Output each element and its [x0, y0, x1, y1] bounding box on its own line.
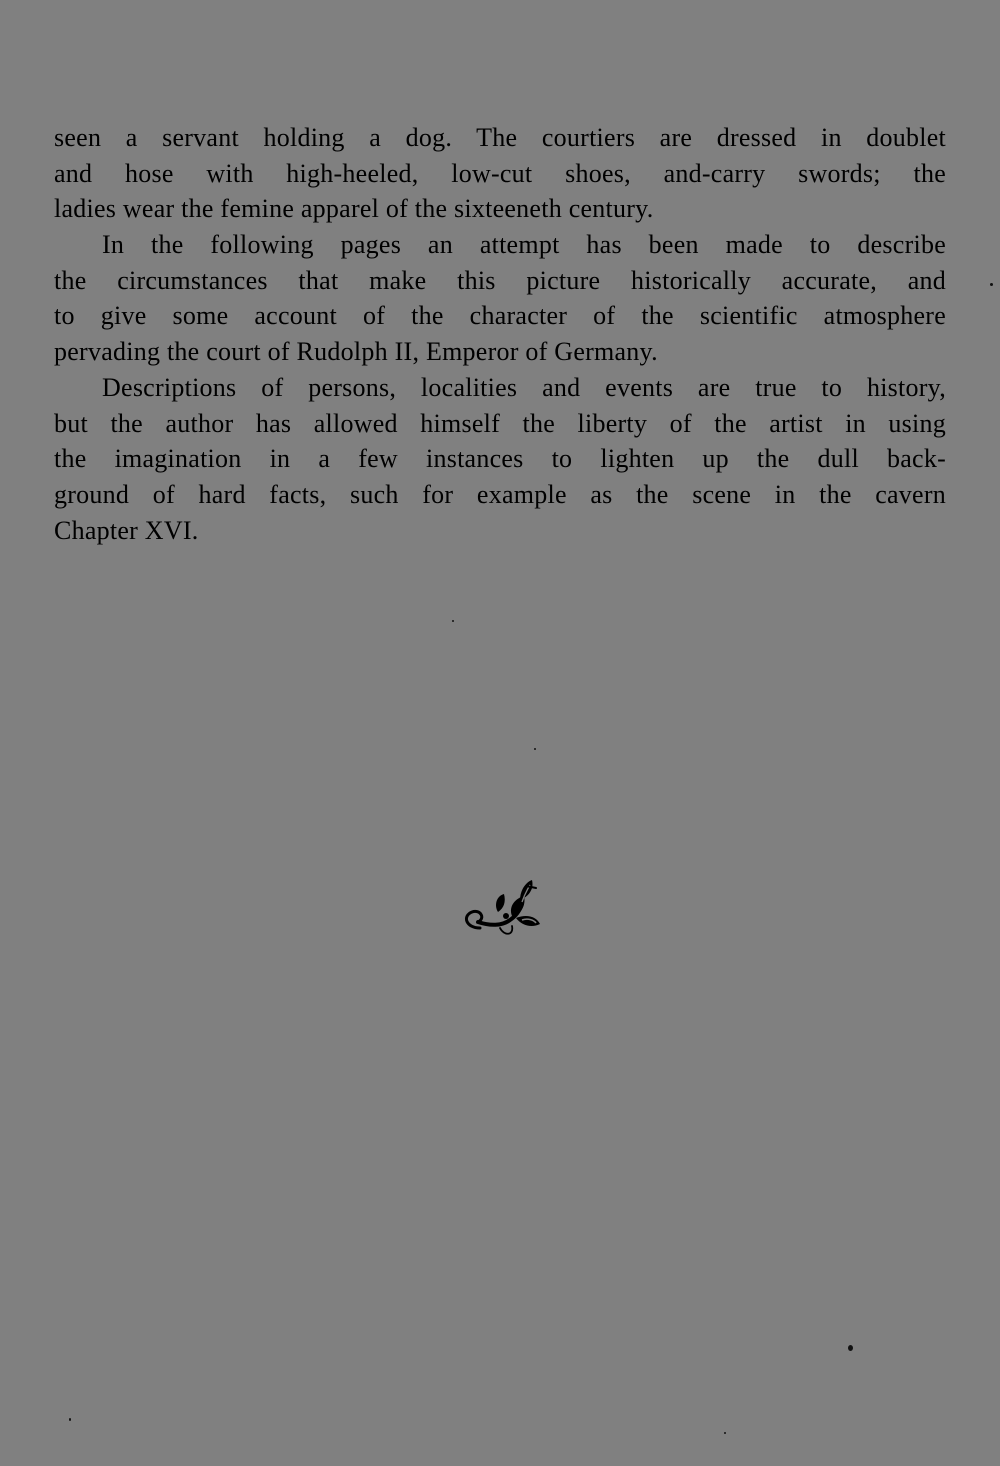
body-text	[54, 120, 946, 548]
paragraph-1	[54, 120, 946, 227]
text-line: ground of hard facts, such for example as the scene in the cavern	[54, 479, 946, 509]
print-speck	[848, 1345, 853, 1351]
print-speck	[69, 1418, 71, 1421]
paragraph-2	[54, 227, 946, 370]
text-line: In the following pages an attempt has been made to describe	[102, 230, 946, 260]
text-line: pervading the court of Rudolph II, Emperor of Germany.	[54, 337, 658, 367]
print-speck	[724, 1432, 726, 1434]
text-line: Descriptions of persons, localities and events are true to history,	[102, 372, 946, 402]
print-speck	[452, 620, 454, 622]
text-line: the imagination in a few instances to lighten up the dull back-	[54, 444, 946, 474]
text-line: seen a servant holding a dog. The courtiers are dressed in doublet	[54, 123, 946, 152]
print-speck	[534, 748, 536, 750]
text-line: the circumstances that make this picture historically accurate, and	[54, 265, 946, 295]
paragraph-3	[54, 370, 946, 548]
text-line: but the author has allowed himself the liberty of the artist in using	[54, 408, 946, 438]
text-line: ladies wear the femine apparel of the sixteeneth century.	[54, 194, 654, 224]
floral-vignette-icon	[460, 876, 544, 942]
text-line: Chapter XVI.	[54, 515, 199, 545]
print-speck	[990, 283, 993, 286]
text-line: and hose with high-heeled, low-cut shoes, and-carry swords; the	[54, 158, 946, 188]
text-line: to give some account of the character of the scientific atmosphere	[54, 301, 946, 331]
